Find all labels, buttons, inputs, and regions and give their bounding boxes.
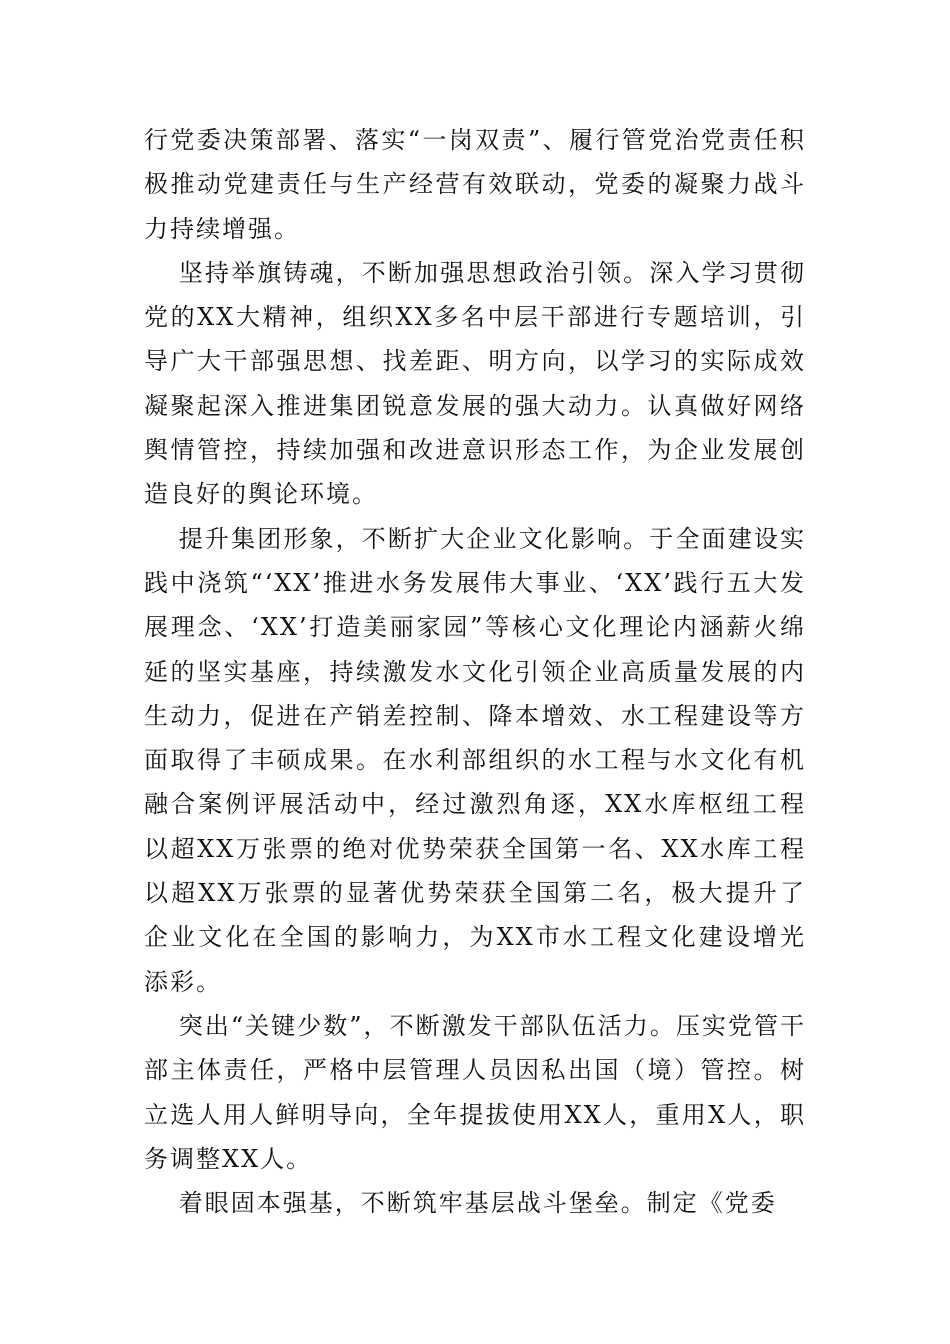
paragraph-corporate-culture: 提升集团形象，不断扩大企业文化影响。于全面建设实践中浇筑“‘XX’推进水务发展伟大事业、‘XX’践行五大发展理念、‘XX’打造美丽家园”等核心文化理论内涵薪火绵延的坚实基座，持续激发水文化引领企业高质量发展的内生动力，促进在产销差控制、降本增效、水工程建设等方面取得了丰硕成果。在水利部组织的水工程与水文化有机融合案例评展活动中，经过激烈角逐，XX水库枢纽工程以超XX万张票的绝对优势荣获全国第一名、XX水库工程以超XX万张票的显著优势荣获全国第二名，极大提升了企业文化在全国的影响力，为XX市水工程文化建设增光添彩。 [144,524,806,996]
paragraph-continuation: 行党委决策部署、落实“一岗双责”、履行管党治党责任积极推动党建责任与生产经营有效联动，党委的凝聚力战斗力持续增强。 [144,126,806,243]
paragraph-cadre-team: 突出“关键少数”，不断激发干部队伍活力。压实党管干部主体责任，严格中层管理人员因私出国（境）管控。树立选人用人鲜明导向，全年提拔使用XX人，重用X人，职务调整XX人。 [144,1011,806,1173]
document-body [144,118,806,1225]
paragraph-ideology: 坚持举旗铸魂，不断加强思想政治引领。深入学习贯彻党的XX大精神，组织XX多名中层干部进行专题培训，引导广大干部强思想、找差距、明方向，以学习的实际成效凝聚起深入推进集团锐意发展的强大动力。认真做好网络舆情管控，持续加强和改进意识形态工作，为企业发展创造良好的舆论环境。 [144,258,806,509]
paragraph-grassroots: 着眼固本强基，不断筑牢基层战斗堡垒。制定《党委 [178,1189,777,1218]
